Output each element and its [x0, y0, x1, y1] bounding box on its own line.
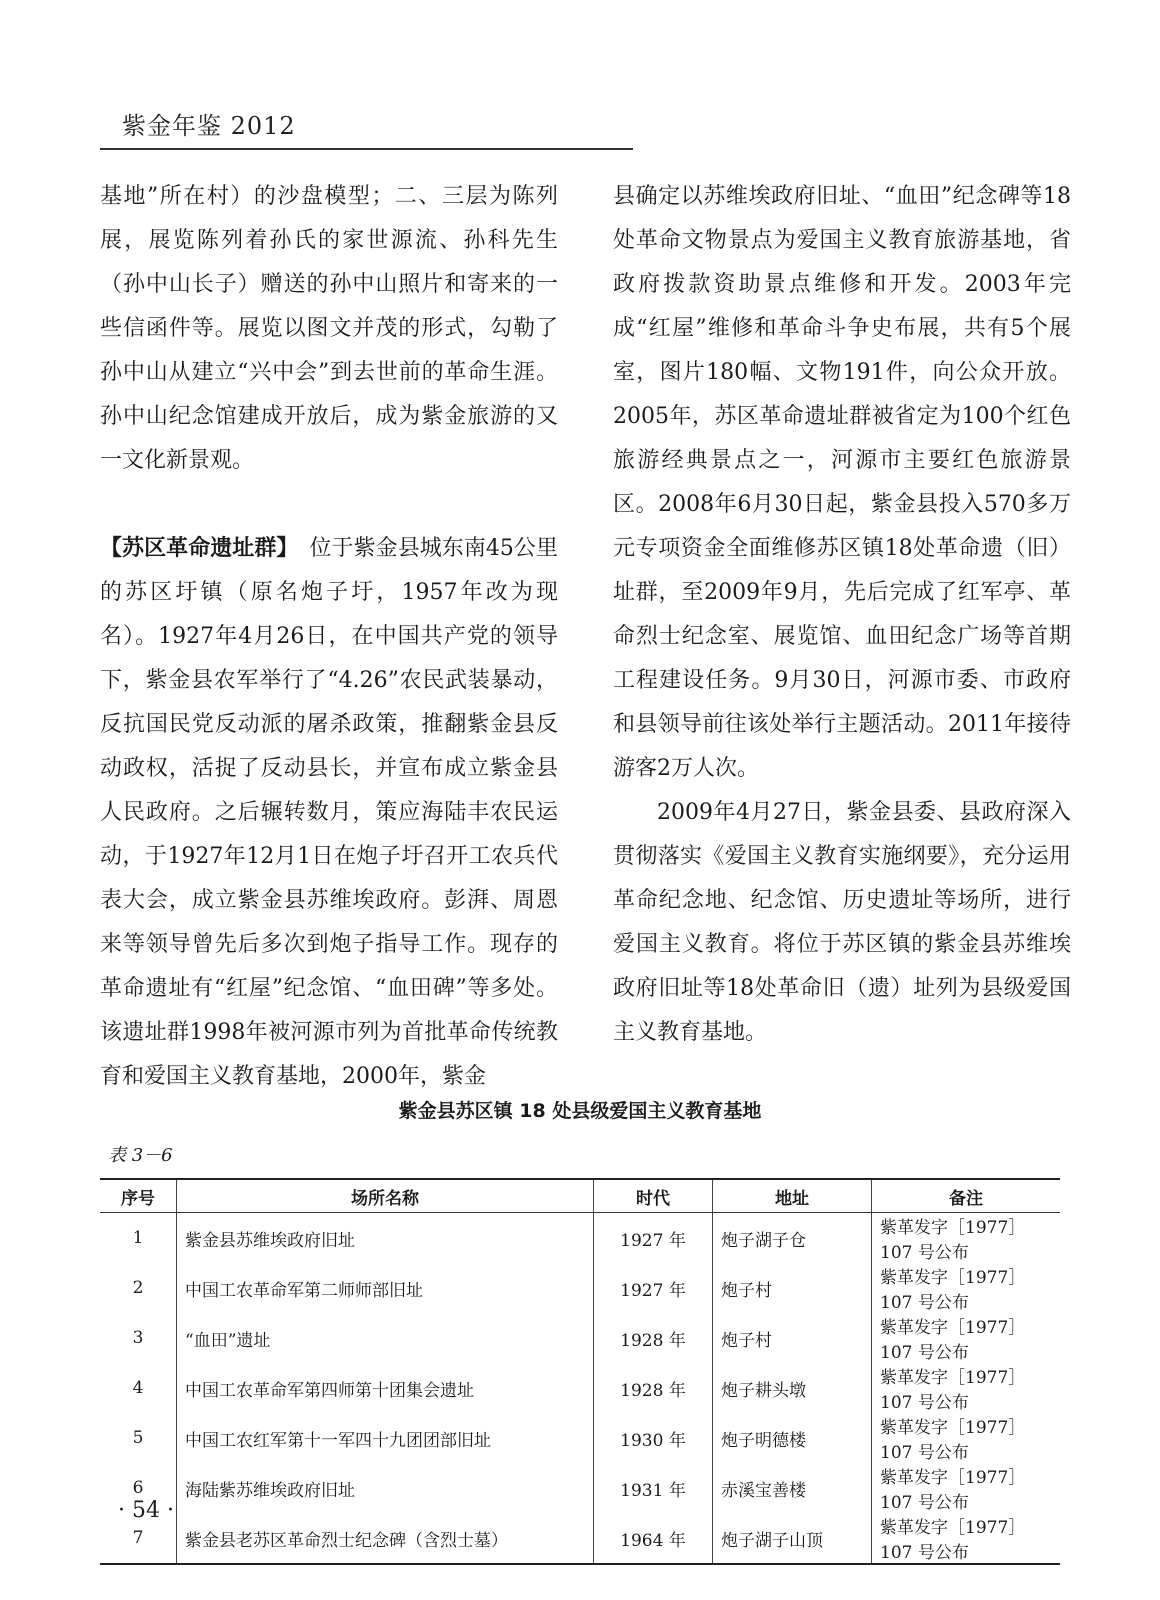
table-cell: 1928 年 [594, 1363, 713, 1413]
left-paragraph-1: 基地”所在村）的沙盘模型；二、三层为陈列展，展览陈列着孙氏的家世源流、孙科先生（孙中山长子）赠送的孙中山照片和寄来的一些信函件等。展览以图文并茂的形式，勾勒了孙中山从建立“兴中会”到去世前的革命生涯。孙中山纪念馆建成开放后，成为紫金旅游的又一文化新景观。 [100, 184, 558, 473]
column-header: 时代 [594, 1179, 713, 1213]
table-cell: 紫革发字［1977］107 号公布 [872, 1263, 1061, 1313]
table-cell: 炮子耕头墩 [713, 1363, 872, 1413]
table-cell: 3 [132, 1328, 144, 1348]
right-column [613, 175, 1071, 1055]
table-cell: 炮子湖子山顶 [713, 1513, 872, 1564]
table-row [100, 1463, 1060, 1513]
table-header-row [100, 1179, 1060, 1213]
column-header: 备注 [872, 1179, 1061, 1213]
header-rule [100, 148, 633, 150]
education-bases-table [100, 1178, 1060, 1565]
table-cell: 1931 年 [594, 1463, 713, 1513]
table-row [100, 1413, 1060, 1463]
table-cell: 紫革发字［1977］107 号公布 [872, 1413, 1061, 1463]
table-cell: “血田”遗址 [177, 1313, 594, 1363]
table-row [100, 1263, 1060, 1313]
table-cell: 紫革发字［1977］107 号公布 [872, 1363, 1061, 1413]
table-cell: 炮子明德楼 [713, 1413, 872, 1463]
table-cell: 1928 年 [594, 1313, 713, 1363]
table-cell: 1930 年 [594, 1413, 713, 1463]
table-cell: 紫革发字［1977］107 号公布 [872, 1513, 1061, 1564]
table-row [100, 1363, 1060, 1413]
running-header-title: 紫金年鉴 2012 [122, 112, 296, 140]
table-cell: 海陆紫苏维埃政府旧址 [177, 1463, 594, 1513]
table-cell: 中国工农红军第十一军四十九团团部旧址 [177, 1413, 594, 1463]
left-column [100, 175, 558, 1099]
table-cell: 炮子村 [713, 1313, 872, 1363]
table-row [100, 1213, 1060, 1264]
table-cell: 紫革发字［1977］107 号公布 [872, 1313, 1061, 1363]
table-cell: 6 [132, 1478, 144, 1498]
table-cell: 1927 年 [594, 1263, 713, 1313]
table-cell: 紫金县苏维埃政府旧址 [177, 1213, 594, 1264]
table-cell: 7 [132, 1528, 144, 1548]
column-header: 场所名称 [177, 1179, 594, 1213]
entry-text: 位于紫金县城东南45公里的苏区圩镇（原名炮子圩，1957年改为现名）。1927年4月26日，在中国共产党的领导下，紫金县农军举行了“4.26”农民武装暴动，反抗国民党反动派的屠杀政策，推翻紫金县反动政权，活捉了反动县长，并宣布成立紫金县人民政府。之后辗转数月，策应海陆丰农民运动，于1927年12月1日在炮子圩召开工农兵代表大会，成立紫金县苏维埃政府。彭湃、周恩来等领导曾先后多次到炮子指导工作。现存的革命遗址有“红屋”纪念馆、“血田碑”等多处。该遗址群1998年被河源市列为首批革命传统教育和爱国主义教育基地，2000年，紫金 [100, 536, 558, 1089]
left-paragraph-2 [100, 527, 558, 1099]
table-cell: 2 [132, 1278, 144, 1298]
table-cell: 炮子村 [713, 1263, 872, 1313]
entry-title: 【苏区革命遗址群】 [100, 536, 288, 561]
right-paragraph-1: 县确定以苏维埃政府旧址、“血田”纪念碑等18处革命文物景点为爱国主义教育旅游基地，省政府拨款资助景点维修和开发。2003年完成“红屋”维修和革命斗争史布展，共有5个展室，图片180幅、文物191件，向公众开放。2005年，苏区革命遗址群被省定为100个红色旅游经典景点之一，河源市主要红色旅游景区。2008年6月30日起，紫金县投入570多万元专项资金全面维修苏区镇18处革命遗（旧）址群，至2009年9月，先后完成了红军亭、革命烈士纪念室、展览馆、血田纪念广场等首期工程建设任务。9月30日，河源市委、市政府和县领导前往该处举行主题活动。2011年接待游客2万人次。 [613, 184, 1071, 781]
table-cell: 赤溪宝善楼 [713, 1463, 872, 1513]
page-number: · 54 · [118, 1498, 174, 1523]
column-header: 序号 [100, 1179, 177, 1213]
table-label: 表 3－6 [108, 1145, 173, 1166]
table-cell: 1964 年 [594, 1513, 713, 1564]
table-cell: 中国工农革命军第四师第十团集会遗址 [177, 1363, 594, 1413]
table-cell: 紫革发字［1977］107 号公布 [872, 1463, 1061, 1513]
table-cell: 中国工农革命军第二师师部旧址 [177, 1263, 594, 1313]
paragraph-gap [100, 483, 558, 527]
table-cell: 紫金县老苏区革命烈士纪念碑（含烈士墓） [177, 1513, 594, 1564]
table-row [100, 1513, 1060, 1564]
table-cell: 1 [132, 1228, 144, 1248]
table-cell: 1927 年 [594, 1213, 713, 1264]
table-cell: 紫革发字［1977］107 号公布 [872, 1213, 1061, 1264]
right-paragraph-2: 2009年4月27日，紫金县委、县政府深入贯彻落实《爱国主义教育实施纲要》，充分运用革命纪念地、纪念馆、历史遗址等场所，进行爱国主义教育。将位于苏区镇的紫金县苏维埃政府旧址等18处革命旧（遗）址列为县级爱国主义教育基地。 [613, 800, 1071, 1045]
table-row [100, 1313, 1060, 1363]
table-cell: 4 [132, 1378, 144, 1398]
table-cell: 炮子湖子仓 [713, 1213, 872, 1264]
table-cell: 5 [132, 1428, 144, 1448]
column-header: 地址 [713, 1179, 872, 1213]
table-caption: 紫金县苏区镇 18 处县级爱国主义教育基地 [398, 1100, 762, 1122]
